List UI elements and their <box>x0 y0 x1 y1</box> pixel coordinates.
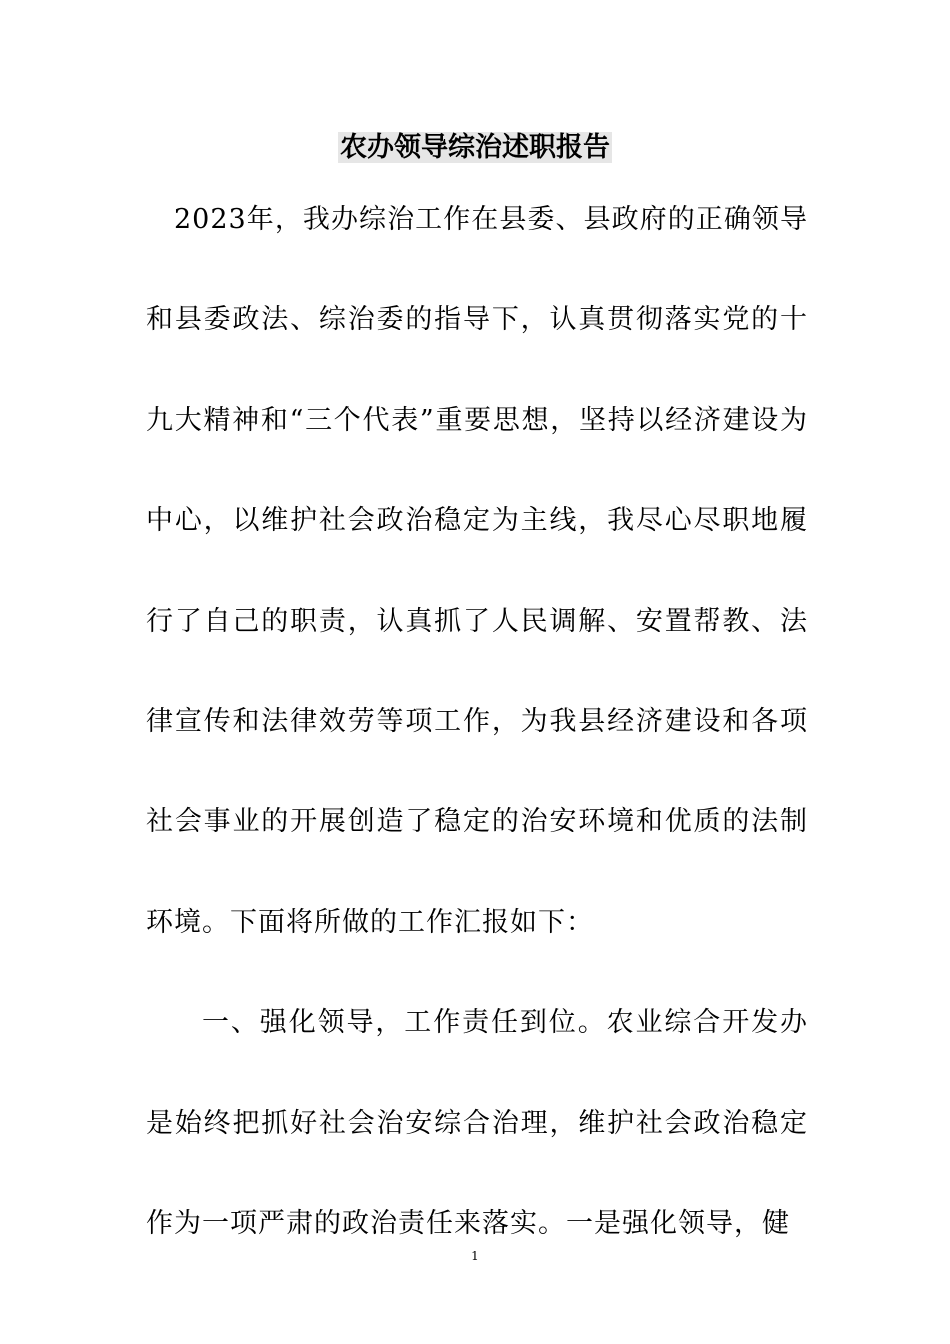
paragraph-section-one: 一、强化领导，工作责任到位。农业综合开发办是始终把抓好社会治安综合治理，维护社会政治稳定作为一项严肃的政治责任来落实。一是强化领导，健 <box>146 1007 808 1240</box>
paragraph-intro: 2023年，我办综治工作在县委、县政府的正确领导和县委政法、综治委的指导下，认真贯彻落实党的十九大精神和“三个代表”重要思想，坚持以经济建设为中心，以维护社会政治稳定为主线，我尽心尽职地履行了自己的职责，认真抓了人民调解、安置帮教、法律宣传和法律效劳等项工作，为我县经济建设和各项社会事业的开展创造了稳定的治安环境和优质的法制环境。下面将所做的工作汇报如下： <box>146 204 808 938</box>
page-number: 1 <box>471 1249 479 1263</box>
document-title <box>0 128 950 168</box>
document-title-text: 农办领导综治述职报告 <box>340 132 610 163</box>
document-body <box>146 170 808 1274</box>
